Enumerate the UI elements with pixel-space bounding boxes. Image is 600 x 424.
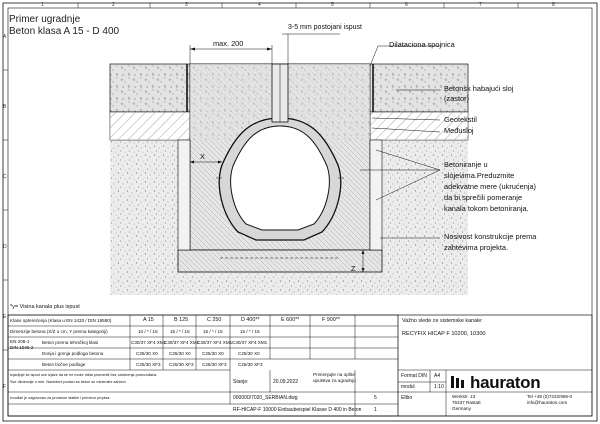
side-code-2: DIN 1045-2 [10, 345, 34, 350]
hauraton-logo: hauraton [470, 373, 541, 392]
label-concreting-4: da bi sprečili pomeranje [444, 193, 523, 202]
drawing-rev: 5 [374, 395, 377, 401]
label-concreting-5: kanala tokom betoniranja. [444, 204, 529, 213]
dim-max-label: max. 200 [213, 39, 244, 48]
dim-z-label: Z [351, 264, 356, 273]
row4-a: C25/30 XF3 [136, 362, 161, 367]
scale-label: modul [401, 384, 415, 390]
margin-side-f: F [3, 384, 7, 390]
col-e600: E 600** [281, 317, 300, 323]
row1-c: 15 / * / 15 [203, 329, 223, 334]
address-1: Werkstr. 13 [452, 394, 476, 399]
scale-value: 1:10 [434, 384, 444, 390]
col-d400: D 400** [241, 317, 260, 323]
col-b125: B 125 [174, 317, 189, 323]
margin-top-7: 7 [479, 2, 482, 8]
stanje-label: Stanje: [233, 379, 249, 385]
margin-top-4: 4 [258, 2, 261, 8]
row3-d: C25/30 X0 [238, 351, 260, 356]
col-a15: A 15 [143, 317, 154, 323]
label-geotextile: Geotekstil [444, 115, 477, 124]
disclaimer-1: Izjavljuje se ispod ove izjave da se ne može ništa promeniti bez odobrenja proizvođača. [10, 373, 158, 377]
product-name: RECYFIX HICAP F 10200, 10300 [402, 331, 486, 337]
col-c250: C 250 [207, 317, 222, 323]
contact-1: Tel +49 (0)7222/958-0 [527, 394, 573, 399]
row4-label: Beton bočne podloge [42, 362, 86, 367]
row3-c: C25/30 X0 [202, 351, 224, 356]
row2-c: C30/37 XF4 XM1 [197, 340, 233, 345]
row1-label: Dimenzije betona (X/Z u cm, Y prema kategoriji) [10, 329, 108, 334]
row2-label: Beton prema tehničkoj klasi [42, 340, 99, 345]
row0-label: Klase opterećenja (Klasa u EN 1433 / DIN 19580) [10, 318, 112, 323]
disclaimer-3: Izvođač je odgovoran za proračun statike i primenu propisa. [10, 396, 111, 400]
label-cover-1: Betonsk habajući sloj [444, 84, 514, 93]
row3-a: C25/30 X0 [136, 351, 158, 356]
label-carrying-1: Nosivost konstrukcije prema [444, 232, 537, 241]
col-f900: F 900** [322, 317, 340, 323]
product-caption: Važno slede ce sistemske kanale: [402, 318, 483, 324]
margin-side-c: C [3, 174, 7, 180]
hauraton-logo-mark [451, 376, 464, 388]
row1-b: 15 / * / 15 [170, 329, 190, 334]
row4-d: C25/30 XF3 [238, 362, 263, 367]
label-cover-2: (zastor) [444, 94, 470, 103]
contact-2: info@hauraton.com [527, 400, 568, 405]
row3-label: Donja i gornja podloga betona [42, 351, 104, 356]
row2-b: C30/37 XF4 XM1 [164, 340, 200, 345]
margin-side-a: A [3, 34, 7, 40]
format-value: A4 [434, 373, 441, 379]
disclaimer-2: Sve dimenzije u mm. Navedeni podaci za beton su minimalni zahtevi. [10, 380, 127, 384]
footnote: *y= Visina kanala plus ispust [10, 304, 80, 310]
drawing-title: RF-HICAP-F 10000 Einbaubeispiel Klasse D 400 in Beton [233, 407, 362, 413]
label-carrying-2: zahtevima projekta. [444, 243, 509, 252]
margin-top-6: 6 [405, 2, 408, 8]
label-concreting-3: adekvatne mere (ukrućenja) [444, 182, 537, 191]
margin-side-b: B [3, 104, 7, 110]
ellbo: Ellbo [401, 395, 413, 401]
label-interlayer: Međusloj [444, 126, 474, 135]
address-3: Germany [452, 406, 471, 411]
margin-side-e: E [3, 314, 7, 320]
margin-side-d: D [3, 244, 7, 250]
row1-d: 15 / * / 15 [240, 329, 260, 334]
title-line1: Primer ugradnje [9, 14, 81, 25]
margin-top-8: 8 [552, 2, 555, 8]
margin-top-5: 5 [331, 2, 334, 8]
meta-note-2: uputstva za ugradnju [313, 378, 356, 383]
dim-x-label: X [200, 152, 205, 161]
label-concreting-1: Betoniranje u [444, 160, 488, 169]
stanje-date: 20.09.2022 [273, 379, 299, 385]
address-2: 76437 Rastatt [452, 400, 481, 405]
margin-top-3: 3 [185, 2, 188, 8]
dim-gap-label: 3-5 mm postojani ispust [288, 24, 362, 31]
side-code-1: EN 206-1 [10, 339, 30, 344]
row2-a: C30/37 XF4 XM1 [131, 340, 167, 345]
row2-d: C30/37 XF4 XM1 [232, 340, 268, 345]
row3-b: C25/30 X0 [169, 351, 191, 356]
row4-b: C25/30 XF3 [169, 362, 194, 367]
row1-a: 10 / * / 15 [138, 329, 158, 334]
meta-note-1: Primenjujte na opšte [313, 372, 355, 377]
margin-top-1: 1 [41, 2, 44, 8]
row4-c: C25/30 XF3 [202, 362, 227, 367]
title-line2: Beton klasa A 15 - D 400 [9, 26, 120, 37]
label-concreting-2: slojevima.Preduzmite [444, 171, 515, 180]
label-joint: Dilataciona spojnica [389, 40, 455, 49]
sheet-number: 1 [374, 407, 377, 413]
format-label: Format DIN [401, 373, 427, 379]
drawing-code: 000000/7020_SERBIAN.dwg [233, 395, 298, 401]
margin-top-2: 2 [112, 2, 115, 8]
